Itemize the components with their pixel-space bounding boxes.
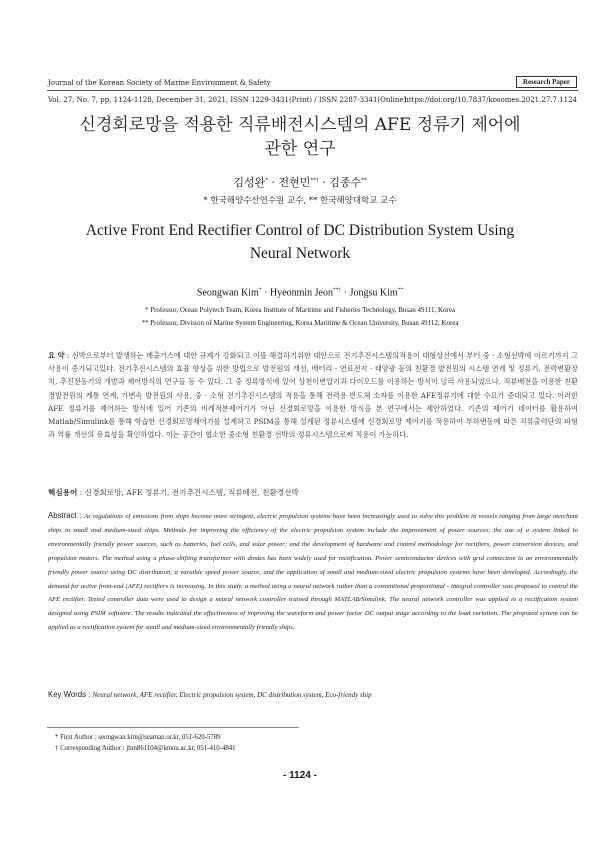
footnote-rule [47, 727, 299, 728]
author-separator: · [261, 287, 270, 299]
english-author-2: Hyeonmin Jeon [269, 287, 333, 299]
english-abstract-text: As regulations of emissions from ships become more stringent, electric propulsion systems have been increasingly used to solve this problem in vessels ranging from large merchant ships to small and medium-sized ships. Methods for improving the efficiency of the electric propulsion system include the improvement of power sources; the use of a system linked to environmentally friendly power sources, such as batteries, fuel cells, and solar power; and the development of hardware and control methodology for rectifiers, power conversion devices, and propulsion motors. The method using a phase-shifting transformer with diodes has been widely used for rectification. Power semiconductor devices with grid connection to an environmentally friendly power source using DC distribution, a variable speed power source, and the application of small and medium-sized electric propulsion systems have been developed. Accordingly, the demand for active front-end (AFE) rectifiers is increasing. In this study, a method using a neural network rather than a conventional proportional - integral controller was proposed to control the AFE rectifier. Tested controller data were used to design a neural network controller trained through MATLAB/Simulink. The neural network controller was applied to a rectification system designed using PSIM software. The results indicated the effectiveness of improving the waveform and power factor DC output stage according to the load variation. The proposed system can be applied as a rectification system for small and medium-sized environmentally friendly ships. [48, 513, 578, 632]
english-keywords [48, 690, 372, 699]
page-number: - 1124 - [283, 770, 317, 781]
author-separator: · [318, 176, 330, 189]
korean-keywords-text: : 신경회로망, AFE 정류기, 전기추진시스템, 직류배전, 친환경선박 [79, 488, 299, 497]
english-affiliation-1: * Professor, Ocean Polytech Team, Korea Institute of Maritime and Fisheries Technology, Busan 49111, Korea [144, 306, 456, 314]
first-author-footnote: * First Author : seongwan.kim@seaman.or.kr, 051-620-5789 [55, 734, 221, 741]
english-affiliation-2: ** Professor, Division of Marine System Engineering, Korea Maritime & Ocean University, Busan 49112, Korea [141, 319, 459, 327]
author-mark: ** [397, 287, 404, 293]
author-separator: · [341, 287, 350, 299]
korean-abstract [48, 349, 578, 441]
author-mark: **† [332, 287, 342, 293]
english-keywords-text: Neural network, AFE rectifier, Electric propulsion system, DC distribution system, Eco-friendy ship [92, 691, 372, 699]
korean-keywords [48, 487, 299, 498]
author-separator: · [268, 176, 279, 189]
korean-author-1: 김성완 [233, 176, 266, 189]
korean-author-3: 김종수 [329, 176, 362, 189]
korean-abstract-label: 요 약 [48, 351, 65, 360]
author-mark: ** [361, 177, 367, 184]
english-abstract [48, 509, 578, 635]
korean-author-2: 전현민 [278, 176, 311, 189]
corresponding-author-footnote: † Corresponding Author : jhm861104@kmou.ac.kr, 051-410-4841 [55, 745, 236, 752]
english-abstract-label: Abstract : [48, 511, 85, 520]
korean-title-line1: 신경회로망을 적용한 직류배전시스템의 AFE 정류기 제어에 [79, 115, 521, 135]
author-mark: * [258, 287, 262, 293]
journal-citation: Vol. 27, No. 7, pp. 1124-1128, December 31, 2021, ISSN 1229-3431(Print) / ISSN 2287-3341(Online) [48, 96, 407, 104]
journal-name: Journal of the Korean Society of Marine Environment & Safety [48, 79, 271, 87]
header-rule [47, 90, 578, 91]
korean-authors [0, 174, 600, 190]
english-authors [0, 287, 600, 298]
english-author-1: Seongwan Kim [196, 287, 259, 299]
article-type-badge: Research Paper [516, 76, 577, 88]
doi-link[interactable]: https://doi.org/10.7837/kosomes.2021.27.7.1124 [404, 96, 577, 104]
english-keywords-label: Key Words : [48, 690, 93, 699]
english-title-line1: Active Front End Rectifier Control of DC Distribution System Using [85, 222, 515, 239]
korean-abstract-text: : 선박으로부터 발생하는 배출가스에 대한 규제가 강화되고 이를 해결하기위한 대안으로 전기추진시스템의적용이 대형상선에서 부터 중 · 소형선박에 이르기까지 그 사용이 증가되고있다. 전기추진시스템의 효율 향상을 위한 방법으로 발전원의 개선, 배터리 · 연료전지 · 태양광 등의 친환경 발전원의 시스템 연계 및 정류기, 전력변환장치, 추진전동기의 개발과 제어방식의 연구들 등 수 있다. 그 중 정류방식에 있어 상천이변압기과 다이오드를 이용하는 방식이 널리 사용되었으나, 직류배전을 이용한 친환경발전원의 계통 연계, 가변속 발전원의 사용, 중 · 소형 전기추진시스템의 적용을 통해 전력용 반도체 소자를 이용한 AFE정류기에 대한 수요가 증대되고 있다. 이러한 AFE 정류기를 제어하는 방식에 있어 기존의 비례적분제어기가 아닌 신경회로망을 이용한 방식을 본 연구에서는 제안하였다. 기존의 제어기 데이터를 활용하여 Matlab/Simulink를 통해 학습한 신경회로망제어기를 설계하고 PSIM을 통해 설계된 정류시스템에 신경회로망 제어기를 적용하여 부하변동에 따른 직류출력단의 파형과 역률 개선의 유효성을 확인하였다. 이는 공간이 협소한 중소형 친환경 선박의 정류시스템으로써 적용이 가능하다. [48, 351, 578, 440]
english-title-line2: Neural Network [249, 245, 351, 262]
korean-title-line2: 관한 연구 [264, 139, 336, 159]
korean-keywords-label: 핵심용어 [48, 488, 78, 497]
author-mark: **† [310, 177, 319, 184]
korean-affiliation: * 한국해양수산연수원 교수, ** 한국해양대학교 교수 [203, 196, 397, 206]
author-mark: * [265, 177, 269, 184]
english-author-3: Jongsu Kim [349, 287, 398, 299]
